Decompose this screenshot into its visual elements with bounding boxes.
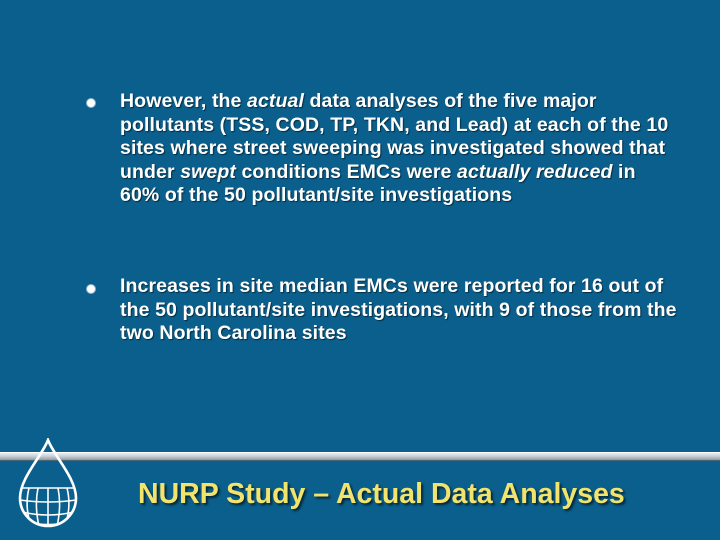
bullet-text: Increases in site median EMCs were reported for 16 out of the 50 pollutant/site investigations, with 9 of those from the two North Carolina sites xyxy=(120,275,677,344)
footer-divider xyxy=(0,452,720,461)
bullet-text: However, the actual data analyses of the five major pollutants (TSS, COD, TP, TKN, and Lead) at each of the 10 sites where street sweeping was investigated showed that under swept conditions EMCs were actually reduced in 60% of the 50 pollutant/site investigations xyxy=(120,90,669,206)
water-drop-globe-icon xyxy=(12,438,84,530)
slide-title: NURP Study – Actual Data Analyses xyxy=(138,478,625,510)
bullet-dot-icon xyxy=(86,98,96,108)
bullet-dot-icon xyxy=(86,284,96,294)
